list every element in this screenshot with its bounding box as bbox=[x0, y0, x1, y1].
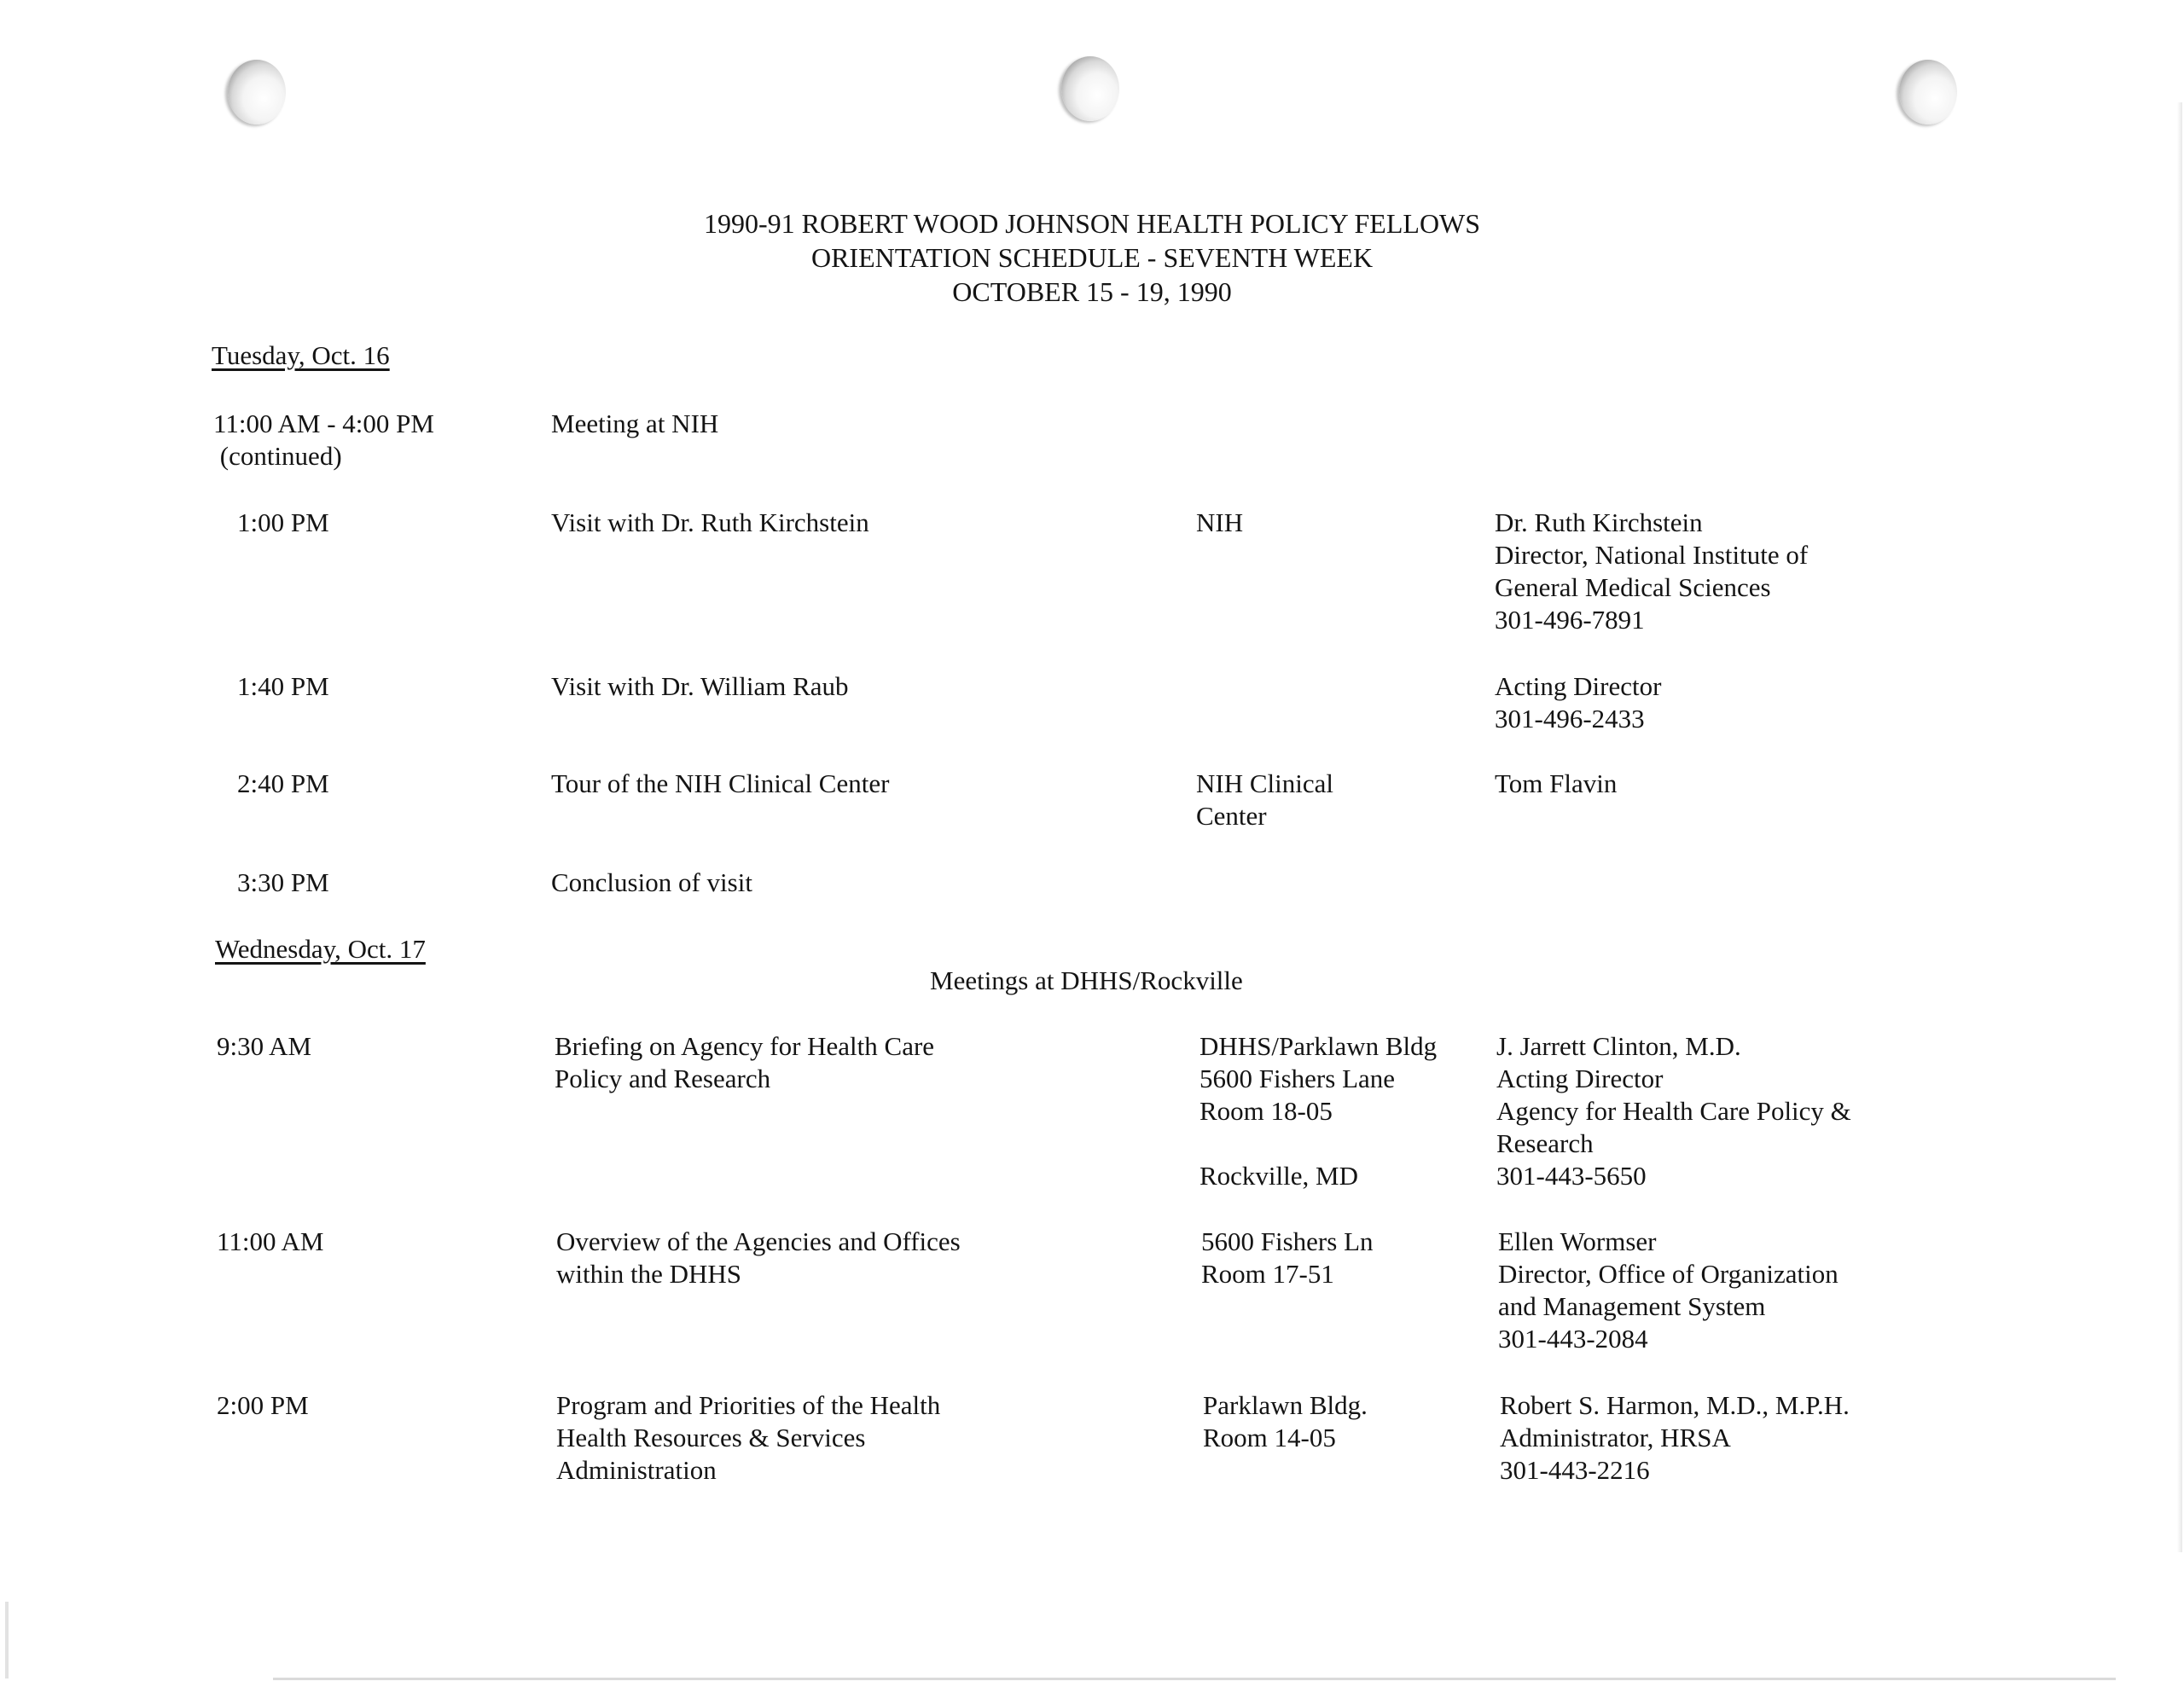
entry-time: 3:30 PM bbox=[237, 867, 329, 897]
entry-event: Visit with Dr. Ruth Kirchstein bbox=[551, 507, 869, 537]
entry-time: 9:30 AM bbox=[217, 1031, 312, 1061]
page-edge-bottom bbox=[273, 1678, 2116, 1680]
entry-event: Conclusion of visit bbox=[551, 867, 752, 897]
entry-event: Tour of the NIH Clinical Center bbox=[551, 768, 890, 798]
page-edge-right bbox=[2177, 102, 2182, 1552]
header-dates: OCTOBER 15 - 19, 1990 bbox=[952, 276, 1232, 307]
entry-event: Meeting at NIH bbox=[551, 409, 719, 438]
entry-time: 2:40 PM bbox=[237, 768, 329, 798]
entry-contact: Acting Director 301-496-2433 bbox=[1495, 671, 1662, 733]
entry-event: Program and Priorities of the Health Health Resources & Services Administration bbox=[556, 1390, 941, 1485]
entry-contact: Tom Flavin bbox=[1495, 768, 1618, 798]
entry-contact: Dr. Ruth Kirchstein Director, National Institute of General Medical Sciences 301-496-7891 bbox=[1495, 507, 1809, 635]
entry-contact: Ellen Wormser Director, Office of Organization and Management System 301-443-2084 bbox=[1498, 1226, 1838, 1354]
entry-time: 1:40 PM bbox=[237, 671, 329, 701]
entry-time: 1:00 PM bbox=[237, 507, 329, 537]
entry-location: NIH Clinical Center bbox=[1196, 768, 1333, 831]
punch-hole-center bbox=[1061, 56, 1119, 121]
punch-hole-right bbox=[1899, 60, 1957, 125]
entry-location: 5600 Fishers Ln Room 17-51 bbox=[1201, 1226, 1374, 1289]
entry-event: Visit with Dr. William Raub bbox=[551, 671, 849, 701]
entry-time: 2:00 PM bbox=[217, 1390, 309, 1420]
day-heading-tuesday: Tuesday, Oct. 16 bbox=[212, 340, 390, 370]
entry-event: Overview of the Agencies and Offices within the DHHS bbox=[556, 1226, 961, 1289]
entry-location: Parklawn Bldg. Room 14-05 bbox=[1203, 1390, 1368, 1452]
header-subtitle: ORIENTATION SCHEDULE - SEVENTH WEEK bbox=[810, 242, 1374, 273]
entry-contact: J. Jarrett Clinton, M.D. Acting Director Agency for Health Care Policy & Research 301-443-5650 bbox=[1496, 1031, 1851, 1191]
entry-contact: Robert S. Harmon, M.D., M.P.H. Administrator, HRSA 301-443-2216 bbox=[1500, 1390, 1850, 1485]
entry-location: NIH bbox=[1196, 507, 1244, 537]
punch-hole-left bbox=[228, 60, 286, 125]
page-edge-left bbox=[5, 1602, 9, 1678]
entry-location: DHHS/Parklawn Bldg 5600 Fishers Lane Room 18-05 Rockville, MD bbox=[1199, 1031, 1438, 1191]
header-title: 1990-91 ROBERT WOOD JOHNSON HEALTH POLICY FELLOWS bbox=[703, 208, 1481, 239]
day-heading-wednesday: Wednesday, Oct. 17 bbox=[215, 934, 426, 964]
entry-time: 11:00 AM - 4:00 PM (continued) bbox=[213, 409, 434, 471]
entry-time: 11:00 AM bbox=[217, 1226, 324, 1256]
document-header bbox=[0, 206, 2184, 309]
section-heading: Meetings at DHHS/Rockville bbox=[930, 965, 1243, 995]
entry-event: Briefing on Agency for Health Care Policy and Research bbox=[555, 1031, 935, 1093]
